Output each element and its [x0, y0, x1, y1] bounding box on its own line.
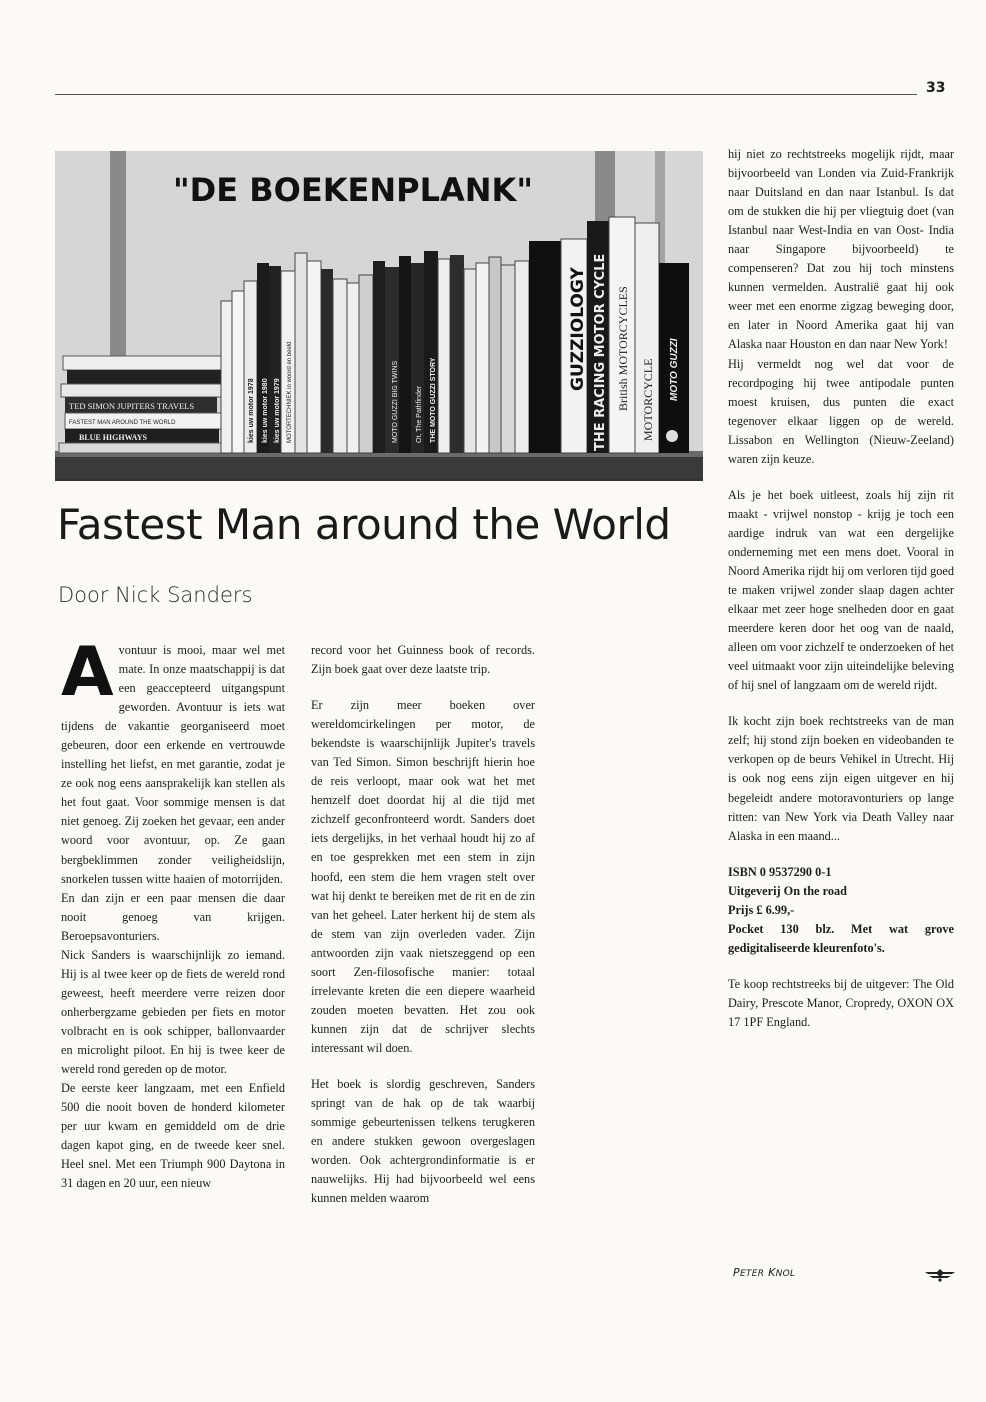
- stack-book-title: TED SIMON JUPITERS TRAVELS: [69, 401, 195, 411]
- paragraph: En dan zijn er een paar mensen die daar nooit genoeg van krijgen. Beroepsavonturiers.: [61, 890, 285, 943]
- author-signature: [733, 1266, 795, 1279]
- paragraph: De eerste keer langzaam, met een Enfield 500 die nooit boven de honderd kilometer per uur kwam en gemiddeld om de drie dagen kapot ging, en de tweede keer snel. Heel snel. Met een Triumph 900 Daytona in 31 dagen en 20 uur, een nieuw: [61, 1081, 285, 1191]
- spine-title: Ot, The Pathfinder: [416, 385, 423, 443]
- spine-title: MOTORCYCLE: [641, 358, 655, 441]
- spine-title: MOTO GUZZI: [669, 338, 680, 401]
- paragraph: record voor het Guinness book of records. Zijn boek gaat over deze laatste trip.: [311, 643, 535, 677]
- spine-title: THE RACING MOTOR CYCLE: [593, 253, 608, 451]
- paragraph: Als je het boek uitleest, zoals hij zijn rit maakt - vrijwel nonstop - krijg je toch een aardige indruk van wat een dergelijke onderneming met een mens doet. Vooral in Noord Amerika rijdt hij om verloren tijd goed te maken vrijwel zonder slaap dagen achter elkaar met zeer hoge snelheden door en gaat meerdere keren door het oog van de naald, alleen om voor zichzelf te onderzoeken of het veel uitmaakt voor zijn uiteindelijke beleving of hij snel of langzaam om de wereld rijdt.: [728, 487, 954, 693]
- author-initial: K: [768, 1266, 776, 1279]
- paragraph: [61, 633, 285, 889]
- paragraph: Hij vermeldt nog wel dat voor de recordpoging hij twee antipodale punten moest kruisen, dus punten die exact tegenover elkaar liggen op de wereld. Lissabon en Wellington (Nieuw-Zeeland) waren zijn keuze.: [728, 356, 954, 466]
- author-name-part: ETER: [739, 1269, 765, 1279]
- header-rule: [55, 94, 917, 95]
- format-line: Pocket 130 blz. Met wat grove gedigitaliseerde kleurenfoto's.: [728, 921, 954, 955]
- end-of-article-icon: [925, 1268, 955, 1287]
- spine-title: MOTORTECHNIEK in woord en beeld: [287, 341, 293, 443]
- drop-cap: A: [61, 633, 114, 712]
- paragraph: hij niet zo rechtstreeks mogelijk rijdt, maar bijvoorbeeld van Londen via Zuid-Frankrijk naar Duitsland en dan naar Istanbul. Is dat om de stukken die hij per vliegtuig doet (van Istanbul naar West-India en van Oost- India naar Singapore bijvoorbeeld) te compenseren? Dat zou hij toch minstens kunnen vermelden. Australië gaat hij ook weer met een enorme zigzag beweging door, en later in Noord Amerika gaat hij van Alaska naar Houston en dan naar New York!: [728, 147, 954, 352]
- price-line: Prijs £ 6.99,-: [728, 902, 795, 917]
- paragraph: Te koop rechtstreeks bij de uitgever: The Old Dairy, Prescote Manor, Cropredy, OXON OX 17 1PF England.: [728, 976, 954, 1029]
- publisher-line: Uitgeverij On the road: [728, 883, 847, 898]
- article-title: Fastest Man around the World: [57, 500, 671, 549]
- spine-title: THE MOTO GUZZI STORY: [430, 357, 437, 443]
- paragraph: Nick Sanders is waarschijnlijk zo iemand. Hij is al twee keer op de fiets de wereld rond geweest, heeft meerdere verre reizen door onherbergzame gebieden per fiets en motor volbracht en is ook schipper, ballonvaarder en microlight piloot. En hij is twee keer de wereld rond gereden op de motor.: [61, 947, 285, 1077]
- bookshelf-photo: [55, 151, 703, 479]
- paragraph: Er zijn meer boeken over wereldomcirkelingen per motor, de bekendste is waarschijnlijk Jupiter's travels van Ted Simon. Simon beschrijft hierin hoe de reis verloopt, maar ook wat het met hemzelf doet doordat hij al die tijd met zichzelf geconfronteerd wordt. Sanders doet iets dergelijks, in het verhaal houdt hij zo af en toe gesprekken met een stem in zijn hoofd, een stem die hem vragen stelt over wat hij denkt te bereiken met de rit en de zin van het geheel. Later herkent hij de stem als de stem van zijn overleden vader. Zijn antwoorden zijn vaak nietszeggend op een soort Zen-filosofische manier: totaal irrelevante kreten die een diepere waarheid zouden moeten bevatten. Het zou ook kunnen zijn dat de schrijver slechts interessant wil doen.: [311, 698, 535, 1055]
- spine-title: kies uw motor 1980: [262, 378, 269, 443]
- spine-title: GUZZIOLOGY: [568, 267, 588, 391]
- article-column-1: [61, 633, 285, 1193]
- isbn-line: ISBN 0 9537290 0-1: [728, 864, 832, 879]
- spine-title: kies uw motor 1979: [274, 378, 281, 443]
- page-number: 33: [926, 80, 946, 96]
- author-name-part: NOL: [775, 1269, 796, 1279]
- book-stack: [59, 356, 221, 453]
- article-byline: Door Nick Sanders: [58, 583, 253, 607]
- photo-underline: [55, 479, 703, 481]
- book-details: [728, 863, 954, 958]
- spine-title: kies uw motor 1978: [248, 378, 255, 443]
- stack-book-title: FASTEST MAN AROUND THE WORLD: [69, 420, 176, 426]
- author-initial: P: [733, 1266, 740, 1279]
- photo-banner: "DE BOEKENPLANK": [173, 171, 533, 209]
- spine-title: MOTO GUZZI BIG TWINS: [392, 360, 399, 443]
- paragraph: Het boek is slordig geschreven, Sanders springt van de hak op de tak waarbij sommige gebeurtenissen telkens terugkeren en andere stukken gewoon overgeslagen worden. Ook achtergrondinformatie is er nauwelijks. Hij had bijvoorbeeld wel eens kunnen melden waarom: [311, 1076, 535, 1206]
- spine-title: British MOTORCYCLES: [616, 286, 630, 411]
- paragraph: Ik kocht zijn boek rechtstreeks van de man zelf; hij stond zijn boeken en videobanden te verkopen op de beurs Vehikel in Utrecht. Hij is ook nog eens zijn eigen uitgever en hij begeleidt andere motoravonturiers op lange ritten: van New York via Death Valley naar Alaska in een maand...: [728, 714, 954, 843]
- article-column-2: [311, 641, 535, 1208]
- stack-book-title: BLUE HIGHWAYS: [79, 433, 147, 442]
- article-column-3: [728, 145, 954, 1032]
- paragraph-text: vontuur is mooi, maar wel met mate. In onze maatschappij is dat een geaccepteerd uitgangspunt geworden. Avontuur is iets wat tijdens de vakantie georganiseerd moet gebeuren, door een erkende en vertrouwde instelling het liefst, en met garantie, zodat je ze ook nog eens aansprakelijk kan stellen als het fout gaat. Voor sommige mensen is dat niet genoeg. Zij zoeken het gevaar, een ander woord voor avontuur, op. Ze gaan bergbeklimmen zonder veiligheidslijn, snorkelen tussen witte haaien of motorrijden.: [61, 643, 285, 886]
